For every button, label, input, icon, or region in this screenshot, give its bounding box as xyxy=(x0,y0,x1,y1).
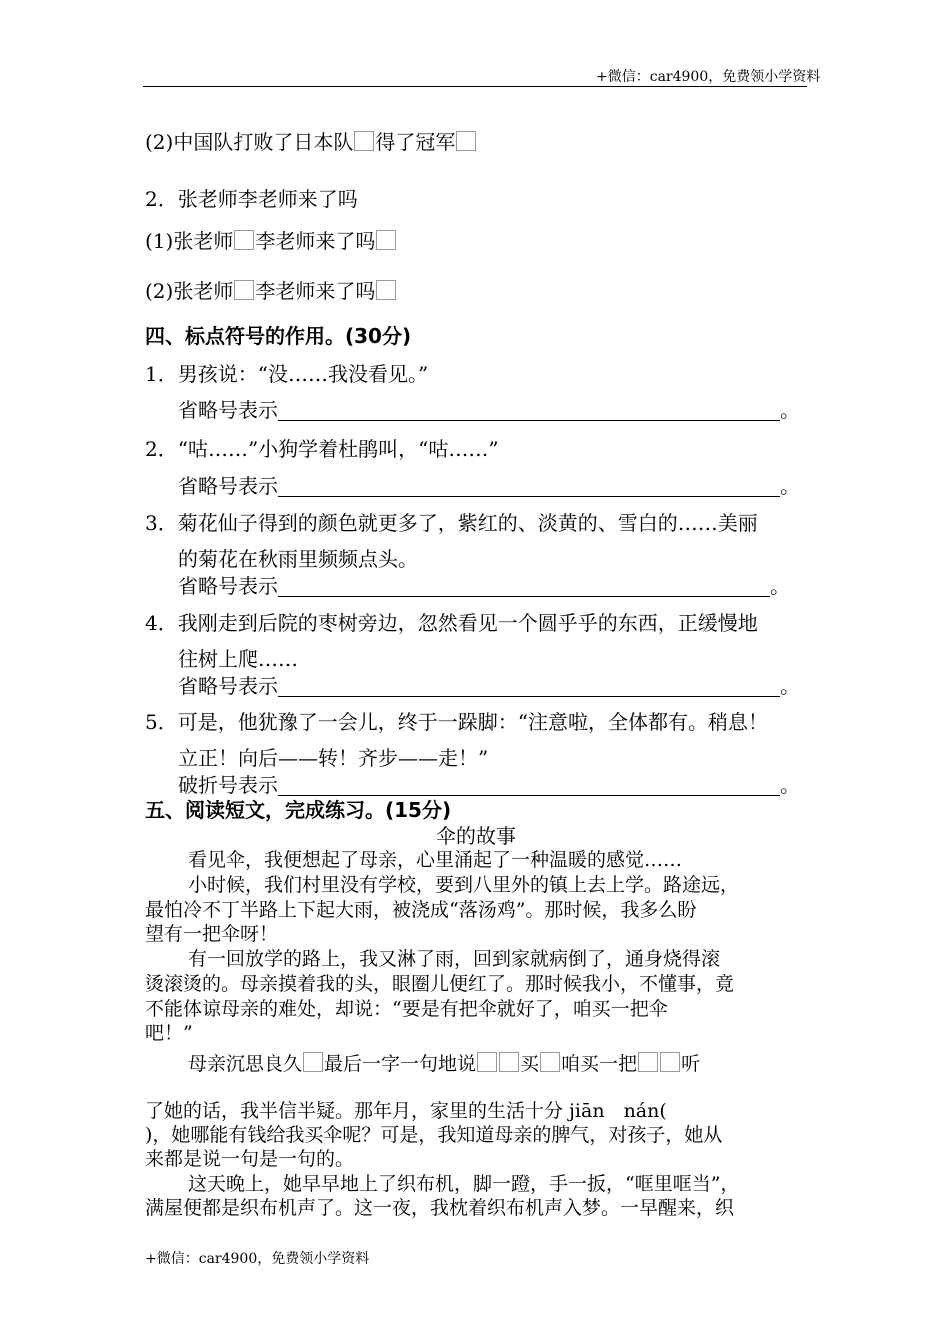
question-2-stem: 2．张老师李老师来了吗 xyxy=(145,187,358,211)
s4-item-5-cont: 立正！向后——转！齐步——走！” xyxy=(178,746,489,770)
punctuation-answer-box[interactable] xyxy=(354,131,374,151)
s4-item-2-text: 2．“咕……”小狗学着杜鹃叫，“咕……” xyxy=(145,437,499,461)
passage-text: 买 xyxy=(520,1053,540,1075)
passage-line: 吧！” xyxy=(145,1022,193,1044)
punctuation-answer-box[interactable] xyxy=(638,1052,658,1072)
punctuation-answer-box[interactable] xyxy=(660,1052,680,1072)
passage-line: 烫滚烫的。母亲摸着我的头，眼圈儿便红了。那时候我小，不懂事，竟 xyxy=(145,973,735,995)
punctuation-answer-box[interactable] xyxy=(376,230,396,250)
answer-prompt: 省略号表示 xyxy=(178,398,278,422)
punctuation-answer-box[interactable] xyxy=(234,230,254,250)
passage-line: 有一回放学的路上，我又淋了雨，回到家就病倒了，通身烧得滚 xyxy=(188,948,721,970)
passage-line: 满屋便都是织布机声了。这一夜，我枕着织布机声入梦。一早醒来，织 xyxy=(145,1197,735,1219)
period: 。 xyxy=(780,474,800,498)
page-footer: +微信：car4900，免费领小学资料 xyxy=(145,1251,370,1267)
answer-line[interactable] xyxy=(278,402,780,421)
passage-text: 咱买一把 xyxy=(561,1053,638,1075)
punctuation-answer-box[interactable] xyxy=(540,1052,560,1072)
answer-prompt: 省略号表示 xyxy=(178,674,278,698)
punctuation-answer-box[interactable] xyxy=(477,1052,497,1072)
punctuation-answer-box[interactable] xyxy=(456,131,476,151)
q1-2-text-a: (2)中国队打败了日本队 xyxy=(145,130,354,154)
passage-line: 不能体谅母亲的难处，却说：“要是有把伞就好了，咱买一把伞 xyxy=(145,998,668,1020)
answer-prompt: 省略号表示 xyxy=(178,574,278,598)
s4-item-3-answer xyxy=(178,574,790,598)
s4-item-3-cont: 的菊花在秋雨里频频点头。 xyxy=(178,547,418,571)
passage-line: 最怕冷不丁半路上下起大雨，被浇成“落汤鸡”。那时候，我多么盼 xyxy=(145,899,697,921)
section-4-heading: 四、标点符号的作用。(30分) xyxy=(145,324,412,348)
period: 。 xyxy=(780,773,800,797)
page-header: +微信：car4900，免费领小学资料 xyxy=(596,69,821,85)
s4-item-4-cont: 往树上爬…… xyxy=(178,647,298,671)
passage-line-with-boxes xyxy=(188,1052,700,1076)
answer-line[interactable] xyxy=(278,777,780,796)
passage-text: 最后一字一句地说 xyxy=(324,1053,477,1075)
punctuation-answer-box[interactable] xyxy=(499,1052,519,1072)
q1-2-text-b: 得了冠军 xyxy=(375,130,456,154)
question-2-1 xyxy=(145,229,397,253)
section-5-heading: 五、阅读短文，完成练习。(15分) xyxy=(145,798,452,822)
punctuation-answer-box[interactable] xyxy=(303,1052,323,1072)
q2-1-text-b: 李老师来了吗 xyxy=(255,229,376,253)
s4-item-1-text: 1．男孩说：“没……我没看见。” xyxy=(145,362,429,386)
s4-item-5-answer xyxy=(178,773,800,797)
s4-item-1-answer xyxy=(178,398,800,422)
passage-line: 看见伞，我便想起了母亲，心里涌起了一种温暖的感觉…… xyxy=(188,849,683,871)
question-1-2 xyxy=(145,130,477,154)
passage-line: 小时候，我们村里没有学校，要到八里外的镇上去上学。路途远， xyxy=(188,874,740,896)
punctuation-answer-box[interactable] xyxy=(234,280,254,300)
period: 。 xyxy=(770,574,790,598)
s4-item-2-answer xyxy=(178,474,800,498)
passage-line: 来都是说一句是一句的。 xyxy=(145,1148,355,1170)
s4-item-4-answer xyxy=(178,674,800,698)
passage-text: 听 xyxy=(681,1053,701,1075)
passage-text: 母亲沉思良久 xyxy=(188,1053,303,1075)
period: 。 xyxy=(780,674,800,698)
passage-line: 望有一把伞呀！ xyxy=(145,923,279,945)
q2-1-text-a: (1)张老师 xyxy=(145,229,234,253)
answer-line[interactable] xyxy=(278,678,780,697)
answer-line[interactable] xyxy=(278,478,780,497)
passage-line: 了她的话，我半信半疑。那年月，家里的生活十分 jiān nán( xyxy=(145,1100,667,1122)
passage-line: )，她哪能有钱给我买伞呢？可是，我知道母亲的脾气，对孩子，她从 xyxy=(145,1124,723,1146)
period: 。 xyxy=(780,398,800,422)
s4-item-3-text: 3．菊花仙子得到的颜色就更多了，紫红的、淡黄的、雪白的……美丽 xyxy=(145,511,758,535)
passage-line: 这天晚上，她早早地上了织布机，脚一蹬，手一扳，“哐里哐当”， xyxy=(188,1173,740,1195)
header-divider xyxy=(143,86,807,87)
answer-prompt: 破折号表示 xyxy=(178,773,278,797)
answer-prompt: 省略号表示 xyxy=(178,474,278,498)
punctuation-answer-box[interactable] xyxy=(376,280,396,300)
q2-2-text-a: (2)张老师 xyxy=(145,279,234,303)
s4-item-4-text: 4．我刚走到后院的枣树旁边，忽然看见一个圆乎乎的东西，正缓慢地 xyxy=(145,611,758,635)
s4-item-5-text: 5．可是，他犹豫了一会儿，终于一跺脚：“注意啦，全体都有。稍息！ xyxy=(145,710,768,734)
q2-2-text-b: 李老师来了吗 xyxy=(255,279,376,303)
answer-line[interactable] xyxy=(278,578,770,597)
passage-title: 伞的故事 xyxy=(436,824,516,848)
question-2-2 xyxy=(145,279,397,303)
